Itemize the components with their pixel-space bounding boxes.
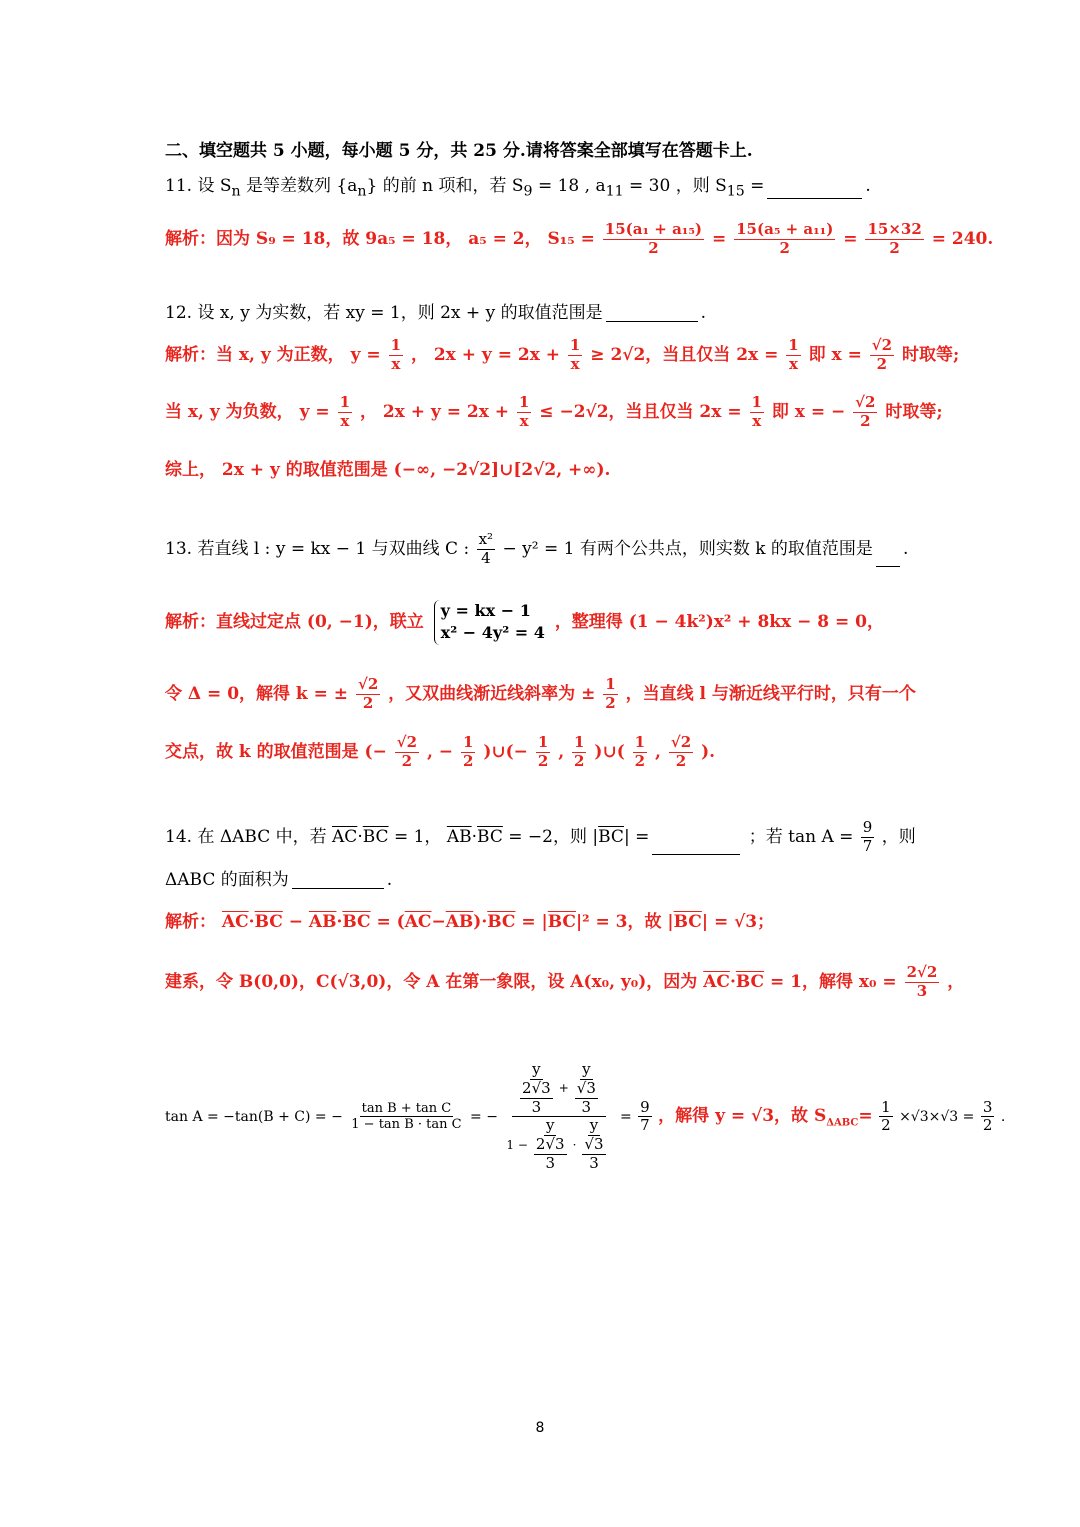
q13-answer-blank [876, 566, 900, 567]
q14-solution-line2: 建系，令 B(0,0)，C(√3,0)，令 A 在第一象限，设 A(x₀, y₀)，因为 $\overline{AC}\cdot\overline{BC} = 1$，解得 x₀ = $\frac{2√2}{3}$ ， [165, 963, 965, 1000]
q12-solution-line2: 当 x, y 为负数， y = $\frac{1}{x}$ ， 2x + y = 2x + $\frac{1}{x}$ ≤ −2√2，当且仅当 2x = $\frac{1}{x}$ 即 x = − $\frac{√2}{2}$ 时取等; [165, 393, 943, 430]
q14-stem-line1: 14. 在 ΔABC 中，若 $\overline{AC}\cdot\overline{BC} = 1$， $\overline{AB}\cdot\overline{BC} = -2$，则 $|\overline{BC}|$ = ；若 tan A = $\frac{9}{7}$ ，则 [165, 818, 916, 855]
q14-solution-line3: tan A = −tan(B + C) = − $\frac{\text{tan B + tan C}}{\text{1 − tan B · tan C}}$ = − $\frac{y}{\frac{2√3}{3}}$ + $\frac{y}{\frac{√3}{3}}$ 1 − $\frac{y}{\frac{2√3}{3}}$ · $\frac{y}{\frac{√3}{3}}$ = $\frac{9}{7}$ ，解得 y = √3，故 $S_{\Delta ABC}=$ $\frac{1}{2}$ ×√3×√3 = $\frac{3}{2}$ . [165, 1060, 1006, 1172]
q14-stem-line2: ΔABC 的面积为 . [165, 870, 393, 890]
q14-answer-blank-2 [292, 888, 384, 889]
q11-solution: 解析：因为 S₉ = 18，故 9a₅ = 18， a₅ = 2， S₁₅ = $\frac{\text{15(a₁ + a₁₅)}}{2}$ = $\frac{\text{15(a₅ + a₁₁)}}{2}$ = $\frac{15\times 32}{2}$ = 240. [165, 220, 994, 257]
q12-solution-line1: 解析：当 x, y 为正数， y = $\frac{1}{x}$ ， 2x + y = 2x + $\frac{1}{x}$ ≥ 2√2，当且仅当 2x = $\frac{1}{x}$ 即 x = $\frac{√2}{2}$ 时取等; [165, 336, 960, 373]
section-header: 二、填空题共 5 小题，每小题 5 分，共 25 分.请将答案全部填写在答题卡上. [165, 141, 753, 161]
q11-stem: 11. 设 $S_n$ 是等差数列 $\{a_n\}$ 的前 n 项和，若 $S_9 = 18$ , $a_{11} = 30$ ，则 $S_{15}$ = . [165, 176, 871, 200]
equation-system: y = kx − 1 x² − 4y² = 4 [434, 600, 545, 645]
q13-solution-line3: 交点，故 k 的取值范围是 (− $\frac{√2}{2}$ , − $\frac{1}{2}$ )∪(− $\frac{1}{2}$ , $\frac{1}{2}$ )∪( $\frac{1}{2}$ , $\frac{√2}{2}$ ). [165, 733, 716, 770]
q13-solution-line2: 令 Δ = 0，解得 k = ± $\frac{√2}{2}$ ，又双曲线渐近线斜率为 ± $\frac{1}{2}$ ，当直线 l 与渐近线平行时，只有一个 [165, 675, 916, 712]
nested-fraction: $\frac{y}{\frac{2√3}{3}}$ + $\frac{y}{\frac{√3}{3}}$ 1 − $\frac{y}{\frac{2√3}{3}}$ · $\frac{y}{\frac{√3}{3}}$ [504, 1062, 613, 1172]
q12-answer-blank [606, 321, 698, 322]
page-number: 8 [535, 1420, 545, 1436]
q11-answer-blank [767, 198, 862, 199]
q13-solution-line1: 解析：直线过定点 (0, −1)，联立 y = kx − 1 x² − 4y² = 4 ，整理得 (1 − 4k²)x² + 8kx − 8 = 0， [165, 600, 884, 645]
q12-stem: 12. 设 x, y 为实数，若 xy = 1，则 2x + y 的取值范围是 . [165, 303, 706, 323]
q14-solution-line1: 解析： $\overline{AC}\cdot\overline{BC} - \overline{AB}\cdot\overline{BC} = (\overline{AC}-\overline{AB})\cdot\overline{BC} = |\overline{BC}|^2 = 3$，故 $|\overline{BC}| = √3$； [165, 912, 775, 932]
q12-solution-line3: 综上， 2x + y 的取值范围是 (−∞, −2√2]∪[2√2, +∞). [165, 460, 611, 480]
q14-answer-blank-1 [652, 854, 740, 855]
q13-stem: 13. 若直线 l : y = kx − 1 与双曲线 C : $\frac{\text{x²}}{4}$ − y² = 1 有两个公共点，则实数 k 的取值范围是 . [165, 530, 909, 567]
